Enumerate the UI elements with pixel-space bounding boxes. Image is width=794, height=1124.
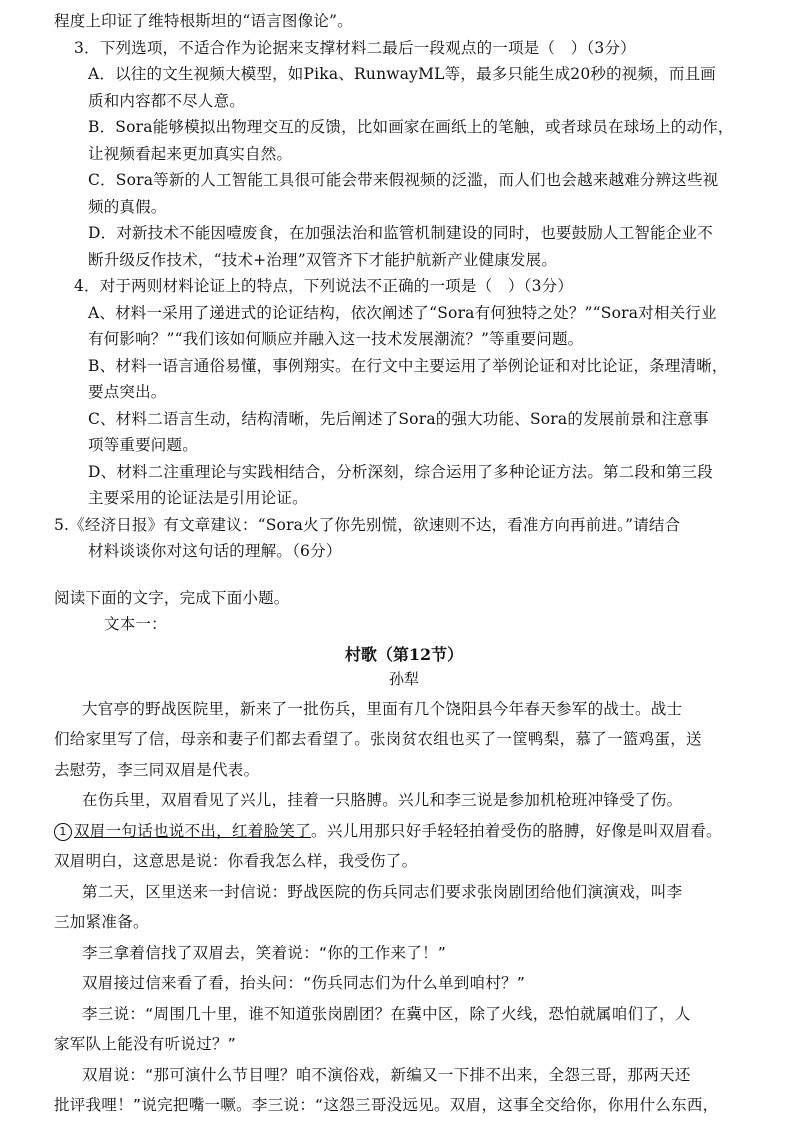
story-line: 们给家里写了信，母亲和妻子们都去看望了。张岗贫农组也买了一筐鸭梨，慕了一篮鸡蛋，送 [54, 730, 702, 748]
question-4: 4．对于两则材料论证上的特点，下列说法不正确的一项是（ ）（3分） [74, 277, 574, 295]
underlined-sentence-1: 双眉一句话也说不出，红着脸笑了 [74, 821, 312, 840]
option-4d: D、材料二注重理论与实践相结合，分析深刻，综合运用了多种论证方法。第二段和第三段 [88, 462, 713, 481]
story-line-annotated [54, 816, 754, 847]
section-gap [54, 565, 754, 585]
story-line: 三加紧准备。 [54, 913, 149, 931]
option-3c: C．Sora等新的人工智能工具很可能会带来假视频的泛滥，而人们也会越来越难分辨这些视 [88, 171, 719, 189]
option-4b: B、材料一语言通俗易懂，事例翔实。在行文中主要运用了举例论证和对比论证，条理清晰， [88, 356, 728, 375]
question-5: 5.《经济日报》有文章建议：“Sora火了你先别慌，欲速则不达，看准方向再前进。”请结合 [54, 515, 681, 534]
reading-instruction: 阅读下面的文字，完成下面小题。 [54, 588, 290, 607]
story-line: 家军队上能没有听说过？” [54, 1035, 237, 1053]
story-paragraph: 李三说：“周围几十里，谁不知道张岗剧团？在冀中区，除了火线，恐怕就属咱们了，人 [82, 1004, 691, 1023]
story-paragraph: 在伤兵里，双眉看见了兴儿，挂着一只胳膊。兴儿和李三说是参加机枪班冲锋受了伤。 [82, 791, 683, 809]
story-line: 去慰劳，李三同双眉是代表。 [54, 760, 260, 779]
circled-number-1: 1 [54, 823, 72, 841]
story-paragraph: 李三拿着信找了双眉去，笑着说：“你的工作来了！” [82, 943, 447, 962]
text-line: 让视频看起来更加真实自然。 [88, 144, 293, 163]
story-paragraph: 双眉接过信来看了看，抬头问：“伤兵同志们为什么单到咱村？” [82, 974, 526, 992]
option-3d: D．对新技术不能因噎废食，在加强法治和监管机制建设的同时，也要鼓励人工智能企业不 [88, 224, 713, 242]
option-4c: C、材料二语言生动，结构清晰，先后阐述了Sora的强大功能、Sora的发展前景和注意事 [88, 409, 709, 428]
text-line: 频的真假。 [88, 197, 167, 216]
option-4a: A、材料一采用了递进式的论证结构，依次阐述了“Sora有何独特之处？”“Sora对相关行业 [88, 303, 717, 322]
option-3b: B．Sora能够模拟出物理交互的反馈，比如画家在画纸上的笔触，或者球员在球场上的动作， [88, 118, 734, 136]
text-line: 断升级反作技术，“技术+治理”双管齐下才能护航新产业健康发展。 [88, 250, 558, 269]
option-3a: A．以往的文生视频大模型，如Pika、RunwayML等，最多只能生成20秒的视频，而且画 [88, 65, 717, 83]
text-line: 主要采用的论证法是引用论证。 [88, 489, 308, 507]
text-line: 有何影响？”“我们该如何顺应并融入这一技术发展潮流？”等重要问题。 [88, 330, 584, 348]
story-paragraph: 双眉说：“那可演什么节目哩？咱不演俗戏，新编又一下排不出来，全怨三哥，那两天还 [82, 1065, 691, 1084]
story-line: 批评我哩！”说完把嘴一噘。李三说：“这怨三哥没远见。双眉，这事全交给你，你用什么东西， [54, 1096, 719, 1114]
story-paragraph: 大官亭的野战医院里，新来了一批伤兵，里面有几个饶阳县今年春天参军的战士。战士 [82, 699, 683, 718]
text-line: 材料谈谈你对这句话的理解。（6分） [88, 542, 342, 560]
text-line: 程度上印证了维特根斯坦的“语言图像论”。 [54, 12, 353, 30]
text-line: 要点突出。 [88, 383, 167, 401]
story-paragraph: 第二天，区里送来一封信说：野战医院的伤兵同志们要求张岗剧团给他们演演戏，叫李 [82, 882, 683, 901]
question-3: 3．下列选项，不适合作为论据来支撑材料二最后一段观点的一项是（ ）（3分） [74, 38, 636, 57]
story-line: 双眉明白，这意思是说：你看我怎么样，我受伤了。 [54, 852, 418, 870]
text-one-label: 文本一： [104, 615, 167, 633]
story-author: 孙犁 [388, 669, 419, 688]
text-line: 质和内容都不尽人意。 [88, 91, 246, 110]
text-line: 项等重要问题。 [88, 436, 198, 454]
story-title: 村歌（第12节） [344, 644, 464, 664]
story-line-rest: 。兴儿用那只好手轻轻拍着受伤的胳膊，好像是叫双眉看。 [311, 821, 722, 840]
